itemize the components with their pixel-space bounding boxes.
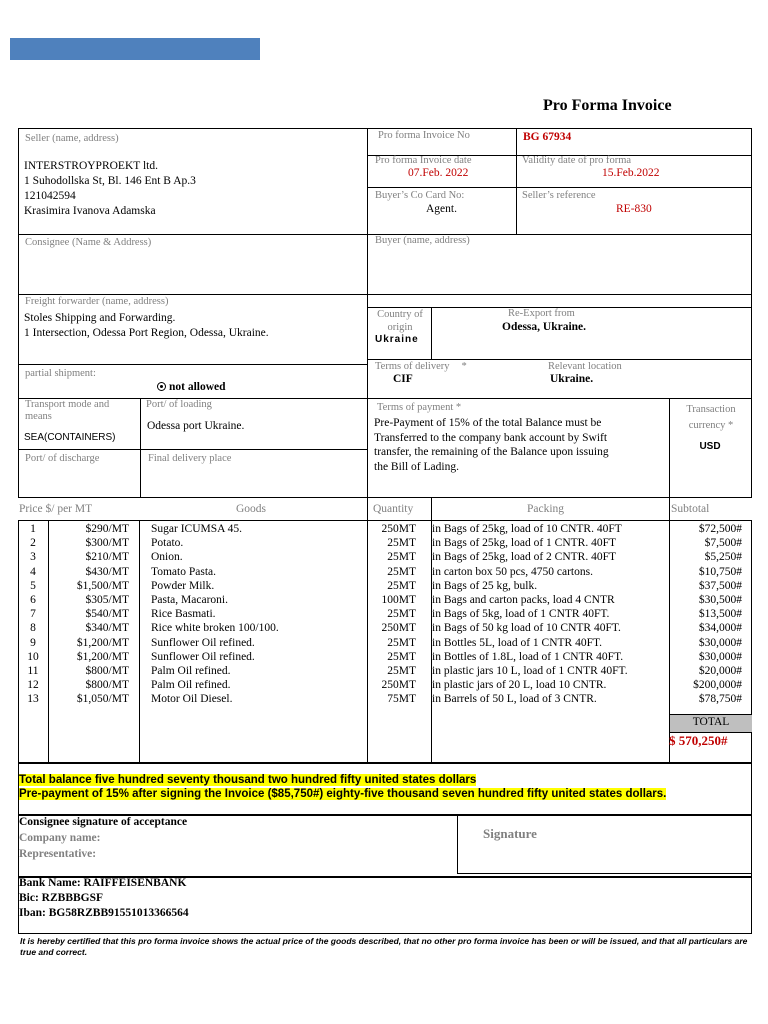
row-goods: Pasta, Macaroni.	[151, 594, 228, 606]
row-price: $1,200/MT	[76, 636, 129, 649]
row-number: 3	[30, 551, 36, 564]
relevant-location-label: Relevant location	[548, 361, 622, 372]
certification-note: It is hereby certified that this pro forma invoice shows the actual price of the goods described, that no other pro forma invoice has been or will be issued, and that all particulars are true and correct.	[20, 936, 748, 957]
row-number: 8	[30, 622, 36, 635]
row-subtotal: $37,500#	[698, 579, 742, 592]
row-goods: Rice white broken 100/100.	[151, 622, 279, 635]
row-number: 11	[27, 665, 39, 677]
bank-name: Bank Name: RAIFFEISENBANK	[19, 877, 187, 889]
seller-line-1: INTERSTROYPROEKT ltd.	[24, 160, 158, 172]
row-goods: Powder Milk.	[151, 579, 215, 592]
company-name-label: Company name:	[19, 832, 101, 844]
row-goods: Palm Oil refined.	[151, 665, 231, 677]
row-packing: in Bags of 25 kg, bulk.	[432, 579, 538, 592]
freight-line-2: 1 Intersection, Odessa Port Region, Odessa, Ukraine.	[24, 327, 269, 339]
row-goods: Potato.	[151, 537, 184, 550]
freight-label: Freight forwarder (name, address)	[25, 296, 169, 307]
row-price: $300/MT	[85, 537, 129, 550]
row-subtotal: $72,500#	[698, 523, 742, 535]
row-number: 9	[30, 636, 36, 649]
row-packing: in Bags of 25kg, load of 10 CNTR. 40FT	[432, 523, 622, 535]
total-label: TOTAL	[692, 716, 730, 728]
row-price: $540/MT	[85, 608, 129, 621]
reexport-label: Re-Export from	[508, 308, 575, 319]
summary-text	[19, 773, 666, 801]
row-subtotal: $13,500#	[698, 608, 742, 621]
terms-delivery-value: CIF	[393, 373, 413, 385]
seller-ref-label: Seller’s reference	[522, 190, 596, 201]
row-subtotal: $5,250#	[704, 551, 742, 564]
row-number: 2	[30, 537, 36, 550]
row-packing: in Bags of 25kg, load of 1 CNTR. 40FT	[432, 537, 616, 550]
final-delivery-label: Final delivery place	[148, 453, 232, 464]
consignee-label: Consignee (Name & Address)	[25, 237, 152, 248]
row-quantity: 25MT	[387, 650, 416, 663]
row-packing: in Bags of 25kg, load of 2 CNTR. 40FT	[432, 551, 616, 564]
row-packing: in plastic jars 10 L, load of 1 CNTR 40FT.	[432, 665, 628, 677]
row-packing: in plastic jars of 20 L, load 10 CNTR.	[432, 679, 607, 692]
row-quantity: 75MT	[387, 693, 416, 706]
row-quantity: 25MT	[387, 636, 416, 649]
row-number: 7	[30, 608, 36, 621]
row-quantity: 250MT	[381, 622, 416, 635]
row-packing: in carton box 50 pcs, 4750 cartons.	[432, 565, 593, 578]
transport-label: Transport mode and means	[25, 399, 110, 422]
reexport-value: Odessa, Ukraine.	[502, 321, 587, 333]
signature-label: Signature	[483, 826, 537, 841]
col-quantity-header: Quantity	[373, 503, 414, 515]
origin-value: Ukraine	[375, 334, 419, 345]
row-subtotal: $10,750#	[698, 565, 742, 578]
buyer-card-label: Buyer’s Co Card No:	[375, 190, 465, 201]
row-price: $290/MT	[85, 523, 129, 535]
row-price: $1,050/MT	[76, 693, 129, 706]
terms-delivery-label: Terms of delivery *	[375, 361, 467, 372]
row-number: 13	[27, 693, 39, 706]
row-quantity: 100MT	[381, 594, 416, 606]
partial-radio[interactable]	[157, 381, 226, 393]
col-price-header: Price $/ per MT	[19, 503, 93, 515]
row-subtotal: $20,000#	[698, 665, 742, 677]
row-quantity: 250MT	[381, 679, 416, 692]
buyer-card-value: Agent.	[426, 203, 457, 215]
validity-value: 15.Feb.2022	[602, 167, 660, 179]
row-quantity: 250MT	[381, 523, 416, 535]
row-quantity: 25MT	[387, 608, 416, 621]
row-price: $305/MT	[85, 594, 129, 606]
row-goods: Sunflower Oil refined.	[151, 650, 255, 663]
col-packing-header: Packing	[527, 503, 565, 515]
row-price: $1,500/MT	[76, 579, 129, 592]
proforma-no-value: BG 67934	[523, 131, 572, 143]
partial-value: not allowed	[169, 381, 226, 393]
proforma-date-label: Pro forma Invoice date	[375, 155, 472, 166]
seller-line-2: 1 Suhodollska St, Bl. 146 Ent B Ap.3	[24, 175, 196, 187]
row-goods: Sunflower Oil refined.	[151, 636, 255, 649]
row-number: 12	[27, 679, 39, 692]
row-quantity: 25MT	[387, 551, 416, 564]
row-subtotal: $30,000#	[698, 636, 742, 649]
transport-value: SEA(CONTAINERS)	[24, 432, 116, 443]
row-quantity: 25MT	[387, 537, 416, 550]
port-discharge-label: Port/ of discharge	[25, 453, 100, 464]
seller-label: Seller (name, address)	[25, 133, 119, 144]
row-packing: in Bottles 5L, load of 1 CNTR 40FT.	[432, 636, 603, 649]
row-number: 6	[30, 594, 36, 606]
row-goods: Motor Oil Diesel.	[151, 693, 233, 706]
col-goods-header: Goods	[236, 503, 267, 515]
seller-line-3: 121042594	[24, 190, 76, 202]
relevant-location-value: Ukraine.	[550, 373, 594, 385]
row-packing: in Bags of 50 kg load of 10 CNTR 40FT.	[432, 622, 621, 635]
row-subtotal: $7,500#	[704, 537, 742, 550]
seller-line-4: Krasimira Ivanova Adamska	[24, 205, 156, 217]
row-packing: in Bottles of 1.8L, load of 1 CNTR 40FT.	[432, 650, 624, 663]
row-subtotal: $30,000#	[698, 650, 742, 663]
row-price: $430/MT	[85, 565, 129, 578]
port-loading-label: Port/ of loading	[146, 399, 212, 410]
row-packing: in Bags and carton packs, load 4 CNTR	[432, 594, 615, 606]
buyer-label: Buyer (name, address)	[375, 235, 470, 246]
currency-label: Transaction currency *	[686, 404, 736, 431]
proforma-date-value: 07.Feb. 2022	[408, 167, 469, 179]
summary-line-2: Pre-payment of 15% after signing the Invoice ($85,750#) eighty-five thousand seven hundred fifty united states dollars.	[19, 788, 667, 800]
row-price: $800/MT	[85, 665, 129, 677]
row-goods: Tomato Pasta.	[151, 565, 216, 578]
row-subtotal: $34,000#	[698, 622, 742, 635]
row-number: 4	[30, 565, 36, 578]
row-price: $340/MT	[85, 622, 129, 635]
row-goods: Sugar ICUMSA 45.	[151, 523, 243, 535]
summary-line-1: Total balance five hundred seventy thousand two hundred fifty united states dollars	[19, 774, 477, 786]
row-packing: in Bags of 5kg, load of 1 CNTR 40FT.	[432, 608, 610, 621]
row-quantity: 25MT	[387, 579, 416, 592]
currency-value: USD	[699, 441, 721, 452]
row-price: $800/MT	[85, 679, 129, 692]
partial-label: partial shipment:	[25, 368, 96, 379]
origin-label: Country of origin	[377, 309, 423, 333]
row-subtotal: $200,000#	[693, 679, 742, 692]
bank-details	[19, 876, 189, 921]
page-title: Pro Forma Invoice	[543, 97, 672, 114]
col-subtotal-header: Subtotal	[671, 503, 710, 515]
validity-label: Validity date of pro forma	[522, 155, 632, 166]
seller-ref-value: RE-830	[616, 203, 652, 215]
total-value: $ 570,250#	[669, 733, 728, 748]
row-goods: Palm Oil refined.	[151, 679, 231, 692]
signature-title: Consignee signature of acceptance	[19, 816, 188, 828]
bank-iban: Iban: BG58RZBB91551013366564	[19, 907, 189, 919]
row-price: $210/MT	[85, 551, 129, 564]
header-banner	[10, 38, 260, 60]
row-packing: in Barrels of 50 L, load of 3 CNTR.	[432, 693, 597, 706]
row-quantity: 25MT	[387, 665, 416, 677]
row-number: 10	[27, 650, 39, 663]
terms-payment-label: Terms of payment *	[377, 402, 462, 413]
row-goods: Onion.	[151, 551, 183, 564]
row-subtotal: $30,500#	[698, 594, 742, 606]
representative-label: Representative:	[19, 848, 97, 860]
row-subtotal: $78,750#	[698, 693, 742, 706]
port-loading-value: Odessa port Ukraine.	[147, 420, 245, 432]
row-price: $1,200/MT	[76, 650, 129, 663]
terms-payment-text: Pre-Payment of 15% of the total Balance must be Transferred to the company bank account by Swift transfer, the remaining of the Balance upon issuing the Bill of Lading.	[374, 417, 609, 473]
row-quantity: 25MT	[387, 565, 416, 578]
row-goods: Rice Basmati.	[151, 608, 216, 621]
bank-bic: Bic: RZBBBGSF	[19, 892, 104, 904]
freight-line-1: Stoles Shipping and Forwarding.	[24, 312, 176, 324]
row-number: 5	[30, 579, 36, 592]
radio-selected-icon	[157, 382, 166, 391]
row-number: 1	[30, 523, 36, 535]
proforma-no-label: Pro forma Invoice No	[378, 130, 470, 141]
